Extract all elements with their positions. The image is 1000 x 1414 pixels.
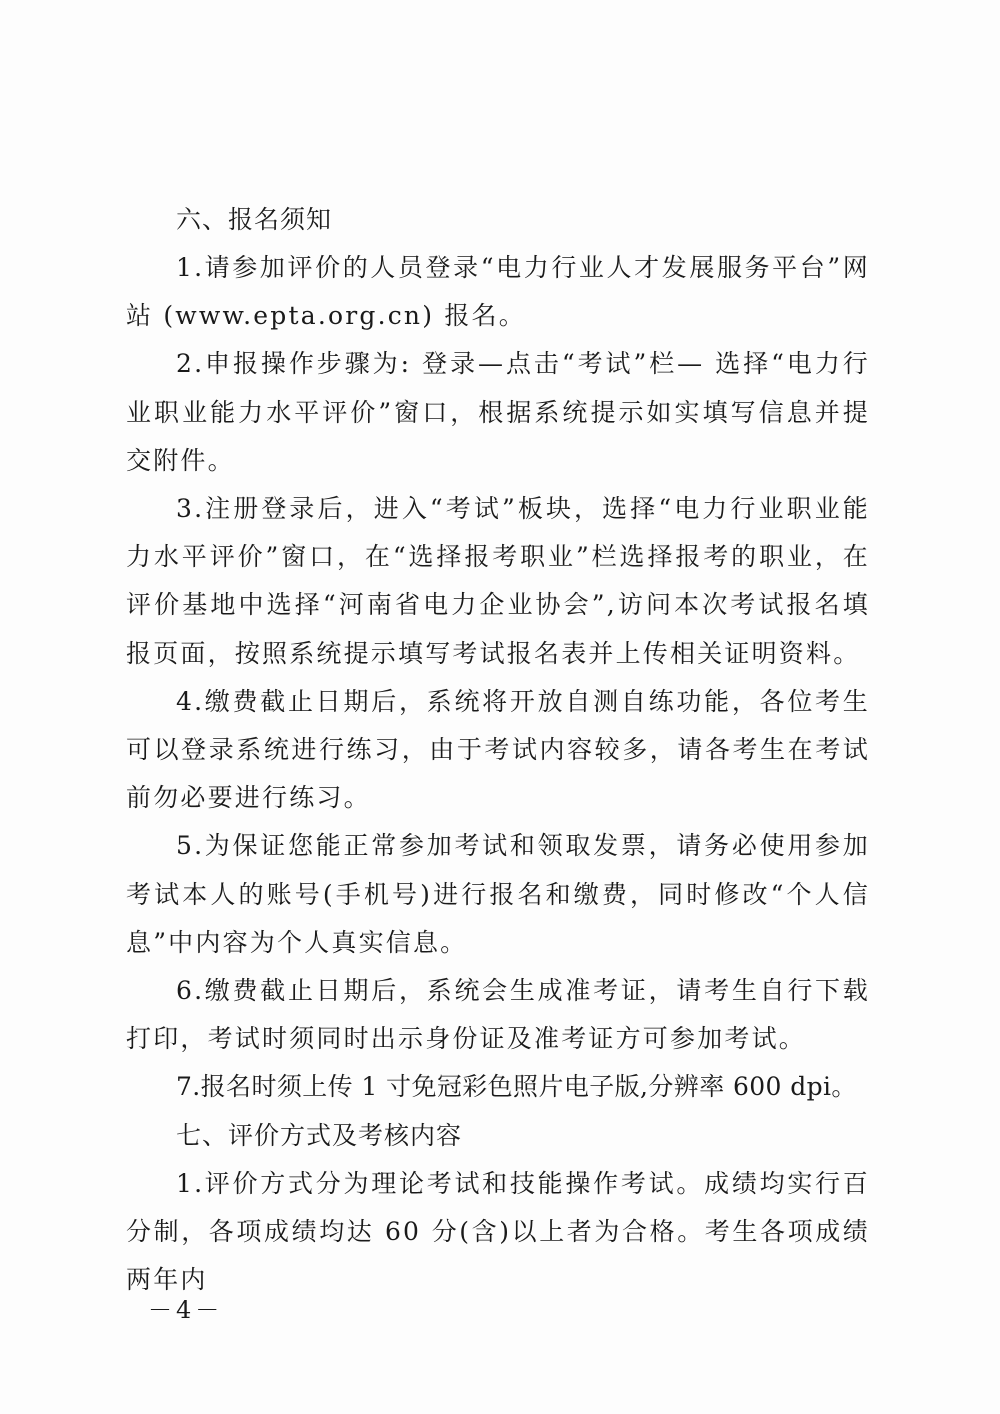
- paragraph: 1.评价方式分为理论考试和技能操作考试。成绩均实行百分制，各项成绩均达 60 分(含)以上者为合格。考生各项成绩两年内: [126, 1168, 870, 1295]
- paragraph: 4.缴费截止日期后，系统将开放自测自练功能，各位考生可以登录系统进行练习，由于考试内容较多，请各考生在考试前勿必要进行练习。: [126, 686, 870, 813]
- page-number: －4－: [148, 1296, 224, 1324]
- paragraph: 1.请参加评价的人员登录“电力行业人才发展服务平台”网站 (www.epta.org.cn) 报名。: [126, 253, 870, 331]
- paragraph: 2.申报操作步骤为: 登录—点击“考试”栏— 选择“电力行业职业能力水平评价”窗口，根据系统提示如实填写信息并提交附件。: [126, 349, 870, 475]
- paragraph: 6.缴费截止日期后，系统会生成准考证，请考生自行下载打印，考试时须同时出示身份证及准考证方可参加考试。: [126, 976, 870, 1054]
- paragraph: 3.注册登录后，进入“考试”板块，选择“电力行业职业能力水平评价”窗口，在“选择报考职业”栏选择报考的职业，在评价基地中选择“河南省电力企业协会”,访问本次考试报名填报页面，按照系统提示填写考试报名表并上传相关证明资料。: [126, 494, 870, 668]
- paragraph: 7.报名时须上传 1 寸免冠彩色照片电子版,分辨率 600 dpi。: [176, 1072, 857, 1102]
- section-heading-evaluation: 七、评价方式及考核内容: [176, 1120, 463, 1150]
- section-heading-registration: 六、报名须知: [176, 205, 333, 234]
- paragraph: 5.为保证您能正常参加考试和领取发票，请务必使用参加考试本人的账号(手机号)进行报名和缴费，同时修改“个人信息”中内容为个人真实信息。: [126, 831, 870, 957]
- page-body: [126, 196, 870, 1304]
